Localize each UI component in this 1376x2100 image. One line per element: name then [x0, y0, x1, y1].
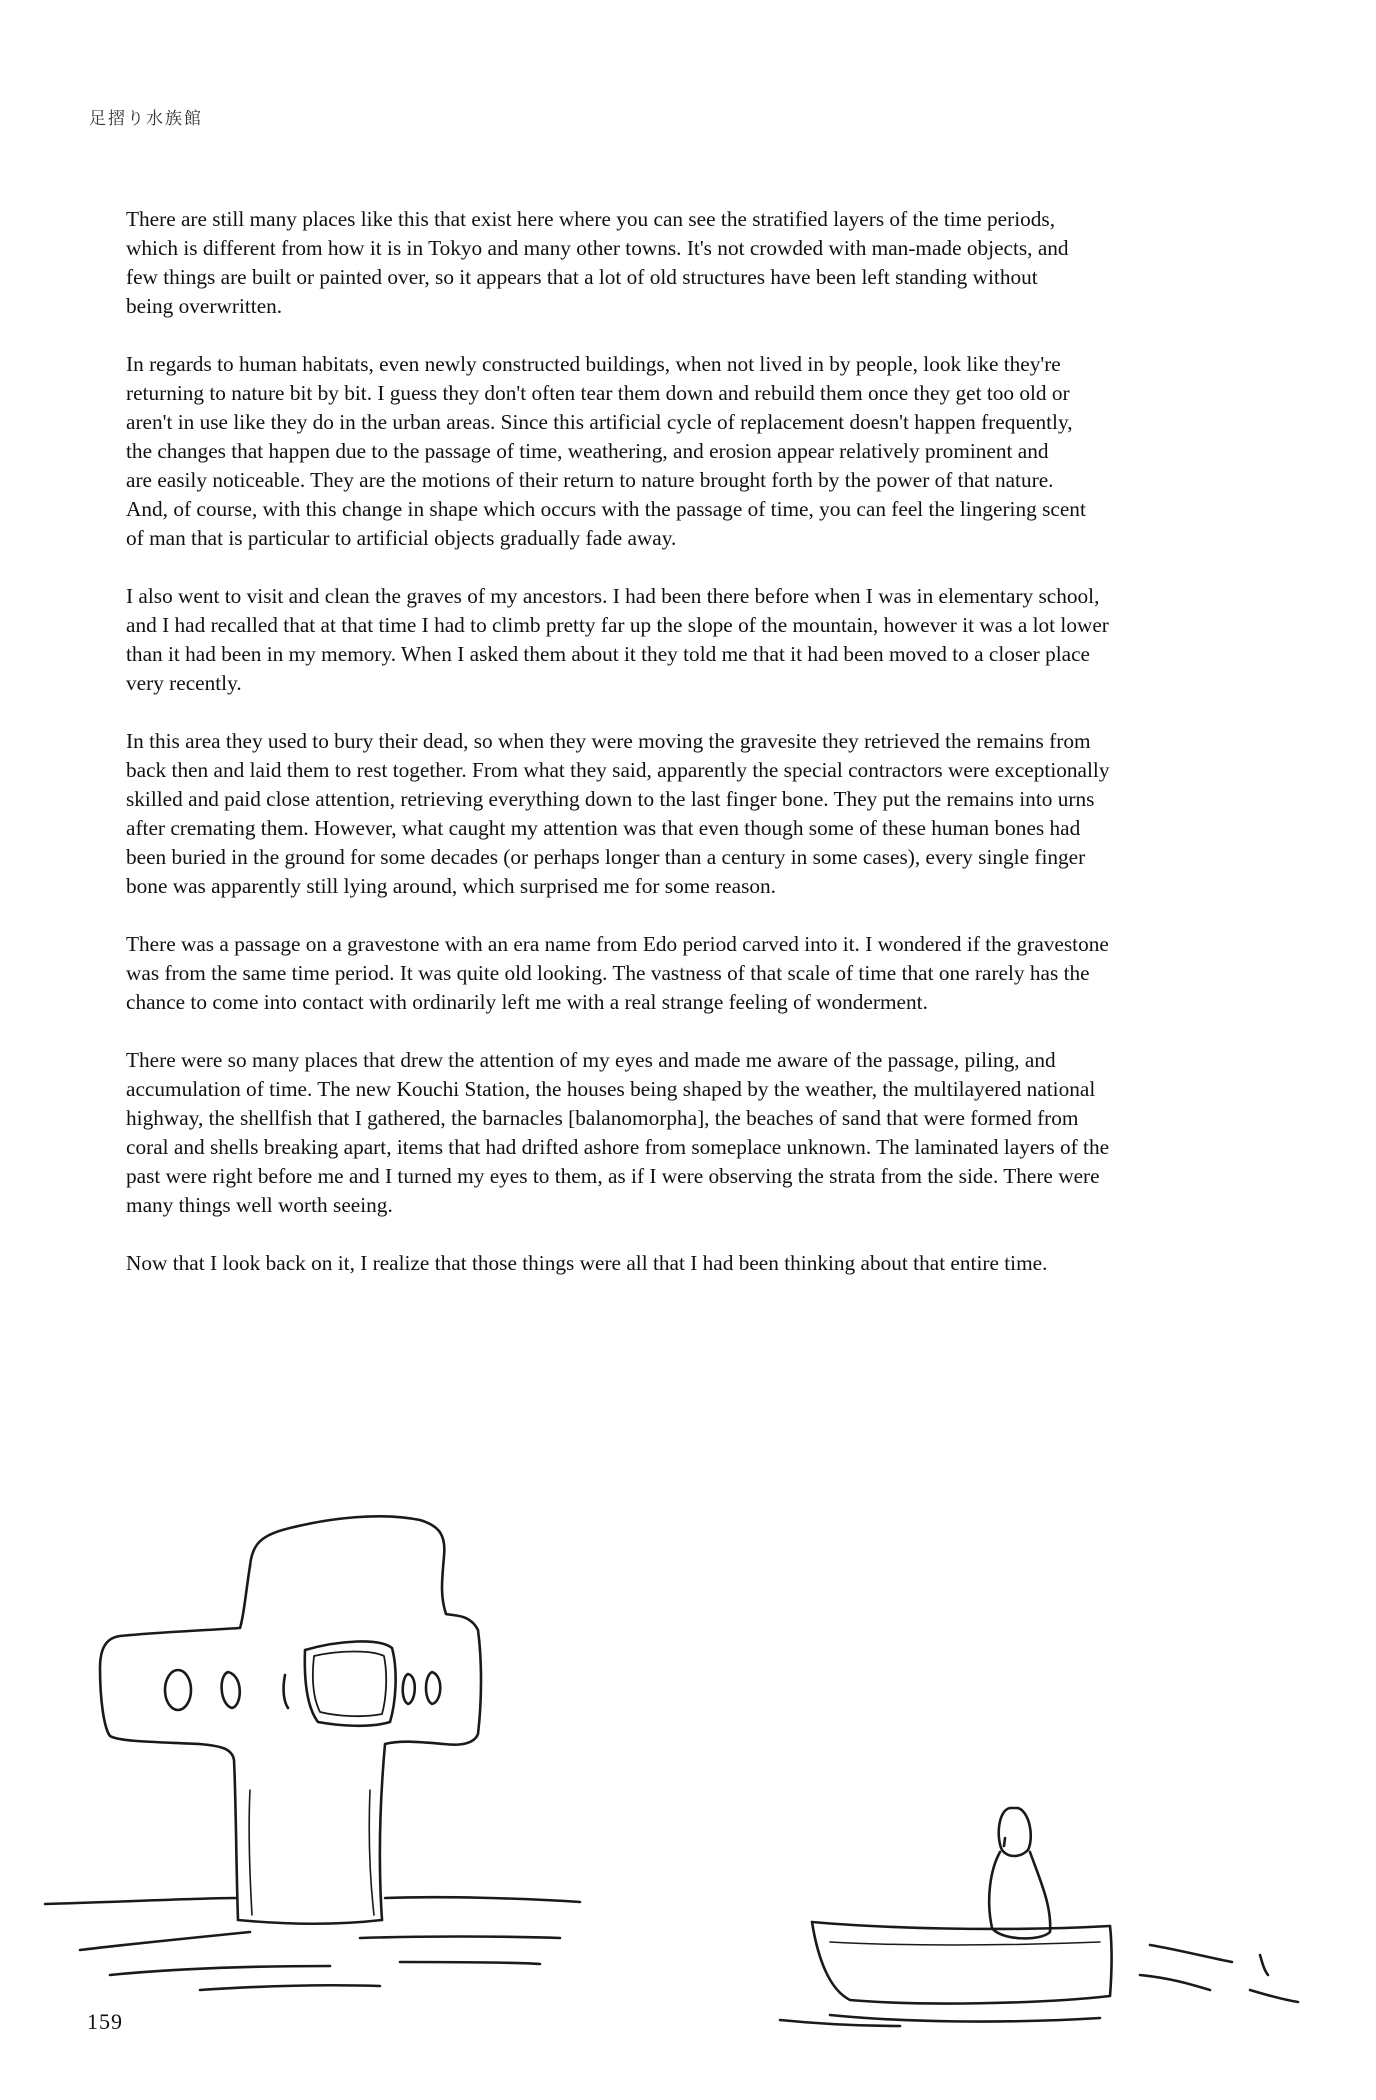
text-line: few things are built or painted over, so it appears that a lot of old structures have been left standing without — [126, 265, 1038, 289]
text-line: after cremating them. However, what caught my attention was that even though some of these human bones had — [126, 816, 1081, 840]
paragraph-5 — [126, 930, 1276, 1017]
text-line: coral and shells breaking apart, items that had drifted ashore from someplace unknown. The laminated layers of the — [126, 1135, 1110, 1159]
text-line: highway, the shellfish that I gathered, the barnacles [balanomorpha], the beaches of sand that were formed from — [126, 1106, 1079, 1130]
sketch-illustration — [0, 1480, 1376, 2040]
gravestone-drawing — [100, 1516, 481, 1923]
boat-figure-drawing — [812, 1808, 1112, 2003]
paragraph-7 — [126, 1249, 1276, 1278]
paragraph-2 — [126, 350, 1276, 553]
text-line: chance to come into contact with ordinarily left me with a real strange feeling of wonderment. — [126, 990, 928, 1014]
body-text — [126, 205, 1276, 1307]
text-line: There were so many places that drew the attention of my eyes and made me aware of the passage, piling, and — [126, 1048, 1056, 1072]
text-line: of man that is particular to artificial objects gradually fade away. — [126, 526, 677, 550]
text-line: the changes that happen due to the passage of time, weathering, and erosion appear relatively prominent and — [126, 439, 1049, 463]
paragraph-6 — [126, 1046, 1276, 1220]
text-line: skilled and paid close attention, retrieving everything down to the last finger bone. They put the remains into urns — [126, 787, 1095, 811]
text-line: There are still many places like this that exist here where you can see the stratified layers of the time periods, — [126, 207, 1056, 231]
water-lines — [780, 1945, 1298, 2026]
page-number: 159 — [87, 2009, 123, 2034]
text-line: being overwritten. — [126, 294, 283, 318]
text-line: In regards to human habitats, even newly constructed buildings, when not lived in by people, look like they're — [126, 352, 1061, 376]
text-line: was from the same time period. It was quite old looking. The vastness of that scale of time that one rarely has the — [126, 961, 1090, 985]
text-line: And, of course, with this change in shape which occurs with the passage of time, you can feel the lingering scent — [126, 497, 1086, 521]
text-line: accumulation of time. The new Kouchi Station, the houses being shaped by the weather, the multilayered national — [126, 1077, 1096, 1101]
text-line: many things well worth seeing. — [126, 1193, 393, 1217]
text-line: I also went to visit and clean the graves of my ancestors. I had been there before when I was in elementary school, — [126, 584, 1100, 608]
text-line: There was a passage on a gravestone with an era name from Edo period carved into it. I wondered if the gravestone — [126, 932, 1109, 956]
text-line: bone was apparently still lying around, which surprised me for some reason. — [126, 874, 776, 898]
text-line: returning to nature bit by bit. I guess they don't often tear them down and rebuild them once they get too old or — [126, 381, 1070, 405]
text-line: back then and laid them to rest together. From what they said, apparently the special contractors were exceptionally — [126, 758, 1110, 782]
paragraph-1 — [126, 205, 1276, 321]
text-line: Now that I look back on it, I realize that those things were all that I had been thinking about that entire time. — [126, 1251, 1048, 1275]
text-line: are easily noticeable. They are the motions of their return to nature brought forth by the power of that nature. — [126, 468, 1054, 492]
text-line: than it had been in my memory. When I asked them about it they told me that it had been moved to a closer place — [126, 642, 1090, 666]
paragraph-3 — [126, 582, 1276, 698]
text-line: been buried in the ground for some decades (or perhaps longer than a century in some cases), every single finger — [126, 845, 1086, 869]
paragraph-4 — [126, 727, 1276, 901]
text-line: and I had recalled that at that time I had to climb pretty far up the slope of the mountain, however it was a lot lower — [126, 613, 1109, 637]
text-line: aren't in use like they do in the urban areas. Since this artificial cycle of replacement doesn't happen frequently, — [126, 410, 1073, 434]
text-line: which is different from how it is in Tokyo and many other towns. It's not crowded with man-made objects, and — [126, 236, 1069, 260]
text-line: past were right before me and I turned my eyes to them, as if I were observing the strata from the side. There were — [126, 1164, 1100, 1188]
text-line: In this area they used to bury their dead, so when they were moving the gravesite they retrieved the remains from — [126, 729, 1091, 753]
running-header: 足摺り水族館 — [89, 109, 203, 129]
ground-lines — [45, 1897, 580, 1990]
text-line: very recently. — [126, 671, 242, 695]
